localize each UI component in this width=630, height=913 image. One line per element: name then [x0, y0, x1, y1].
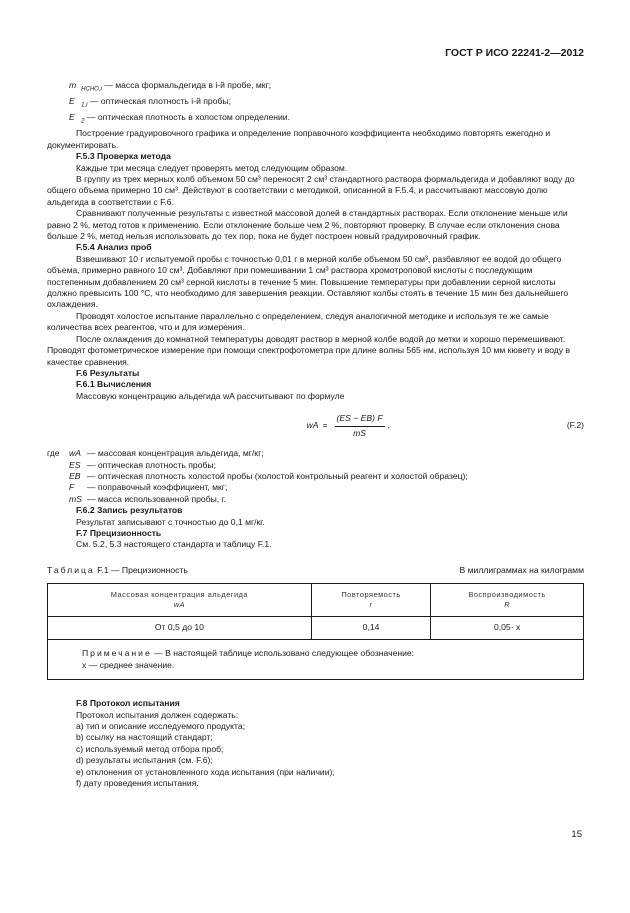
formula-expression: wA = $\frac{(ES - EB) F}{mS}$ ,	[306, 413, 390, 438]
table-header-cell: Воспроизводимость R	[431, 584, 584, 617]
paragraph: Результат записывают с точностью до 0,1 мг/кг.	[76, 516, 265, 527]
table-header-cell: Массовая концентрация альдегида wA	[48, 584, 312, 617]
table-note: Примечание — В настоящей таблице использовано следующее обозначение: x — среднее значение.	[48, 640, 584, 680]
formula-lhs: wA	[306, 420, 319, 431]
var-text: — оптическая плотность холостой пробы (холостой контрольный реагент и холостой образец);	[86, 470, 468, 481]
section-title: F.7 Прецизионность	[76, 527, 162, 538]
section-title: F.6.1 Вычисления	[76, 379, 152, 390]
def-symbol: E	[69, 112, 75, 123]
table-caption-label: Таблица	[47, 564, 95, 575]
var-symbol: mS	[69, 493, 82, 504]
formula-number: (F.2)	[566, 420, 584, 431]
formula-f2	[47, 406, 584, 446]
section-title: F.6.2 Запись результатов	[76, 505, 183, 516]
paragraph: Протокол испытания должен содержать:	[76, 709, 239, 720]
section-title: F.5.4 Анализ проб	[76, 242, 152, 253]
var-symbol: wA	[69, 448, 81, 459]
var-symbol: F	[69, 482, 75, 493]
def-text: $_{HCHO,i}$ — масса формальдегида в i-й пробе, мкг;	[81, 80, 272, 93]
paragraph: Взвешивают 10 г испытуемой пробы с точностью 0,01 г в мерной колбе объемом 50 см³, разбавляют ее водой до общего объема, примерно равного 10 см³. Добавляют при помешивании 1 см³ раствора хромотроповой кислоты с последующим постепенным добавлением 20 см³ серной кислоты в течение 5 мин. Повышение температуры при добавлении серной кислоты должно превысить 100 °С, что необходимо для завершения реакции. Оставляют колбы стоять в течение 15 мин без дальнейшего охлаждения.	[47, 253, 569, 310]
section-title: F.8 Протокол испытания	[76, 698, 180, 709]
var-text: — массовая концентрация альдегида, мг/кг;	[86, 448, 264, 459]
def-text: $_{1,i}$ — оптическая плотность i-й пробы;	[81, 96, 231, 109]
section-title: F.5.3 Проверка метода	[76, 151, 171, 162]
paragraph: Построение градуировочного графика и определение поправочного коэффициента необходимо повторять ежегодно и документировать.	[47, 128, 551, 150]
paragraph: См. 5.2, 5.3 настоящего стандарта и таблицу F.1.	[76, 539, 272, 550]
var-symbol: EB	[69, 470, 81, 481]
table-header-cell: Повторяемость r	[311, 584, 430, 617]
paragraph: Массовую концентрацию альдегида wA рассчитывают по формуле	[76, 390, 345, 401]
table-cell: 0,05· x	[431, 617, 584, 640]
list-item: а) тип и описание исследуемого продукта;	[76, 721, 246, 731]
paragraph: Проводят холостое испытание параллельно с определением, следуя аналогичной методике и используя те же самые количества всех реагентов, что и для измерения.	[47, 310, 549, 333]
table-note-row	[48, 640, 584, 680]
where-label: где	[47, 448, 60, 459]
section-title: F.6 Результаты	[76, 367, 140, 378]
precision-table	[47, 583, 584, 680]
table-caption	[47, 565, 584, 576]
var-text: — поправочный коэффициент, мкг;	[86, 482, 228, 493]
def-text: $_2$ — оптическая плотность в холостом определении.	[81, 112, 290, 125]
var-symbol: ES	[69, 459, 81, 470]
list-item: е) отклонения от установленного хода испытания (при наличии);	[76, 766, 335, 777]
page-number: 15	[571, 829, 582, 840]
list-item: с) используемый метод отбора проб;	[76, 743, 224, 754]
table-row	[48, 617, 584, 640]
list-item: b) ссылку на настоящий стандарт;	[76, 732, 213, 743]
top-definitions	[69, 80, 584, 128]
table-header-row	[48, 584, 584, 617]
table-cell: 0,14	[311, 617, 430, 640]
paragraph: После охлаждения до комнатной температуры доводят раствор в мерной колбе водой до метки и хорошо перемешивают. Проводят фотометрическое измерение при помощи спектрофотометра при длине волны 565 нм, используя 10 мм кювету и воду в качестве сравнения.	[47, 333, 571, 367]
document-body	[47, 80, 584, 789]
paragraph: Сравнивают полученные результаты с известной массовой долей в стандартных растворах. Если отклонение меньше или равно 2 %, метод готов к применению. Если отклонение больше чем 2 %, повторяют проверку. В случае если отклонения снова больше 2 %, метод нельзя использовать до тех пор, пока не будет построен новый градуировочный график.	[47, 208, 568, 242]
def-symbol: E	[69, 96, 75, 107]
protocol-list	[47, 721, 584, 789]
paragraph: В группу из трех мерных колб объемом 50 см³ переносят 2 см³ стандартного раствора формальдегида и добавляют воду до общего объема примерно 10 см³. Действуют в соответствии с методикой, описанной в F.5.4, и рассчитывают массовую долю альдегида в соответствии с F.6.	[47, 174, 575, 207]
def-symbol: m	[69, 80, 77, 90]
table-caption-text: F.1 — Прецизионность	[97, 564, 188, 575]
var-text: — масса использованной пробы, г.	[86, 493, 227, 504]
formula-denominator: mS	[353, 427, 366, 438]
formula-numerator: (ES − EB) F	[335, 413, 385, 426]
paragraph: Каждые три месяца следует проверять метод следующим образом.	[76, 162, 348, 173]
formula-fraction	[335, 413, 385, 439]
variable-definitions	[47, 448, 584, 505]
document-header: ГОСТ Р ИСО 22241-2—2012	[445, 47, 584, 59]
var-text: — оптическая плотность пробы;	[86, 459, 216, 470]
table-cell: От 0,5 до 10	[48, 617, 312, 640]
list-item: f) дату проведения испытания.	[76, 778, 199, 789]
table-units: В миллиграммах на килограмм	[459, 564, 584, 575]
list-item: d) результаты испытания (см. F.6);	[76, 755, 213, 766]
